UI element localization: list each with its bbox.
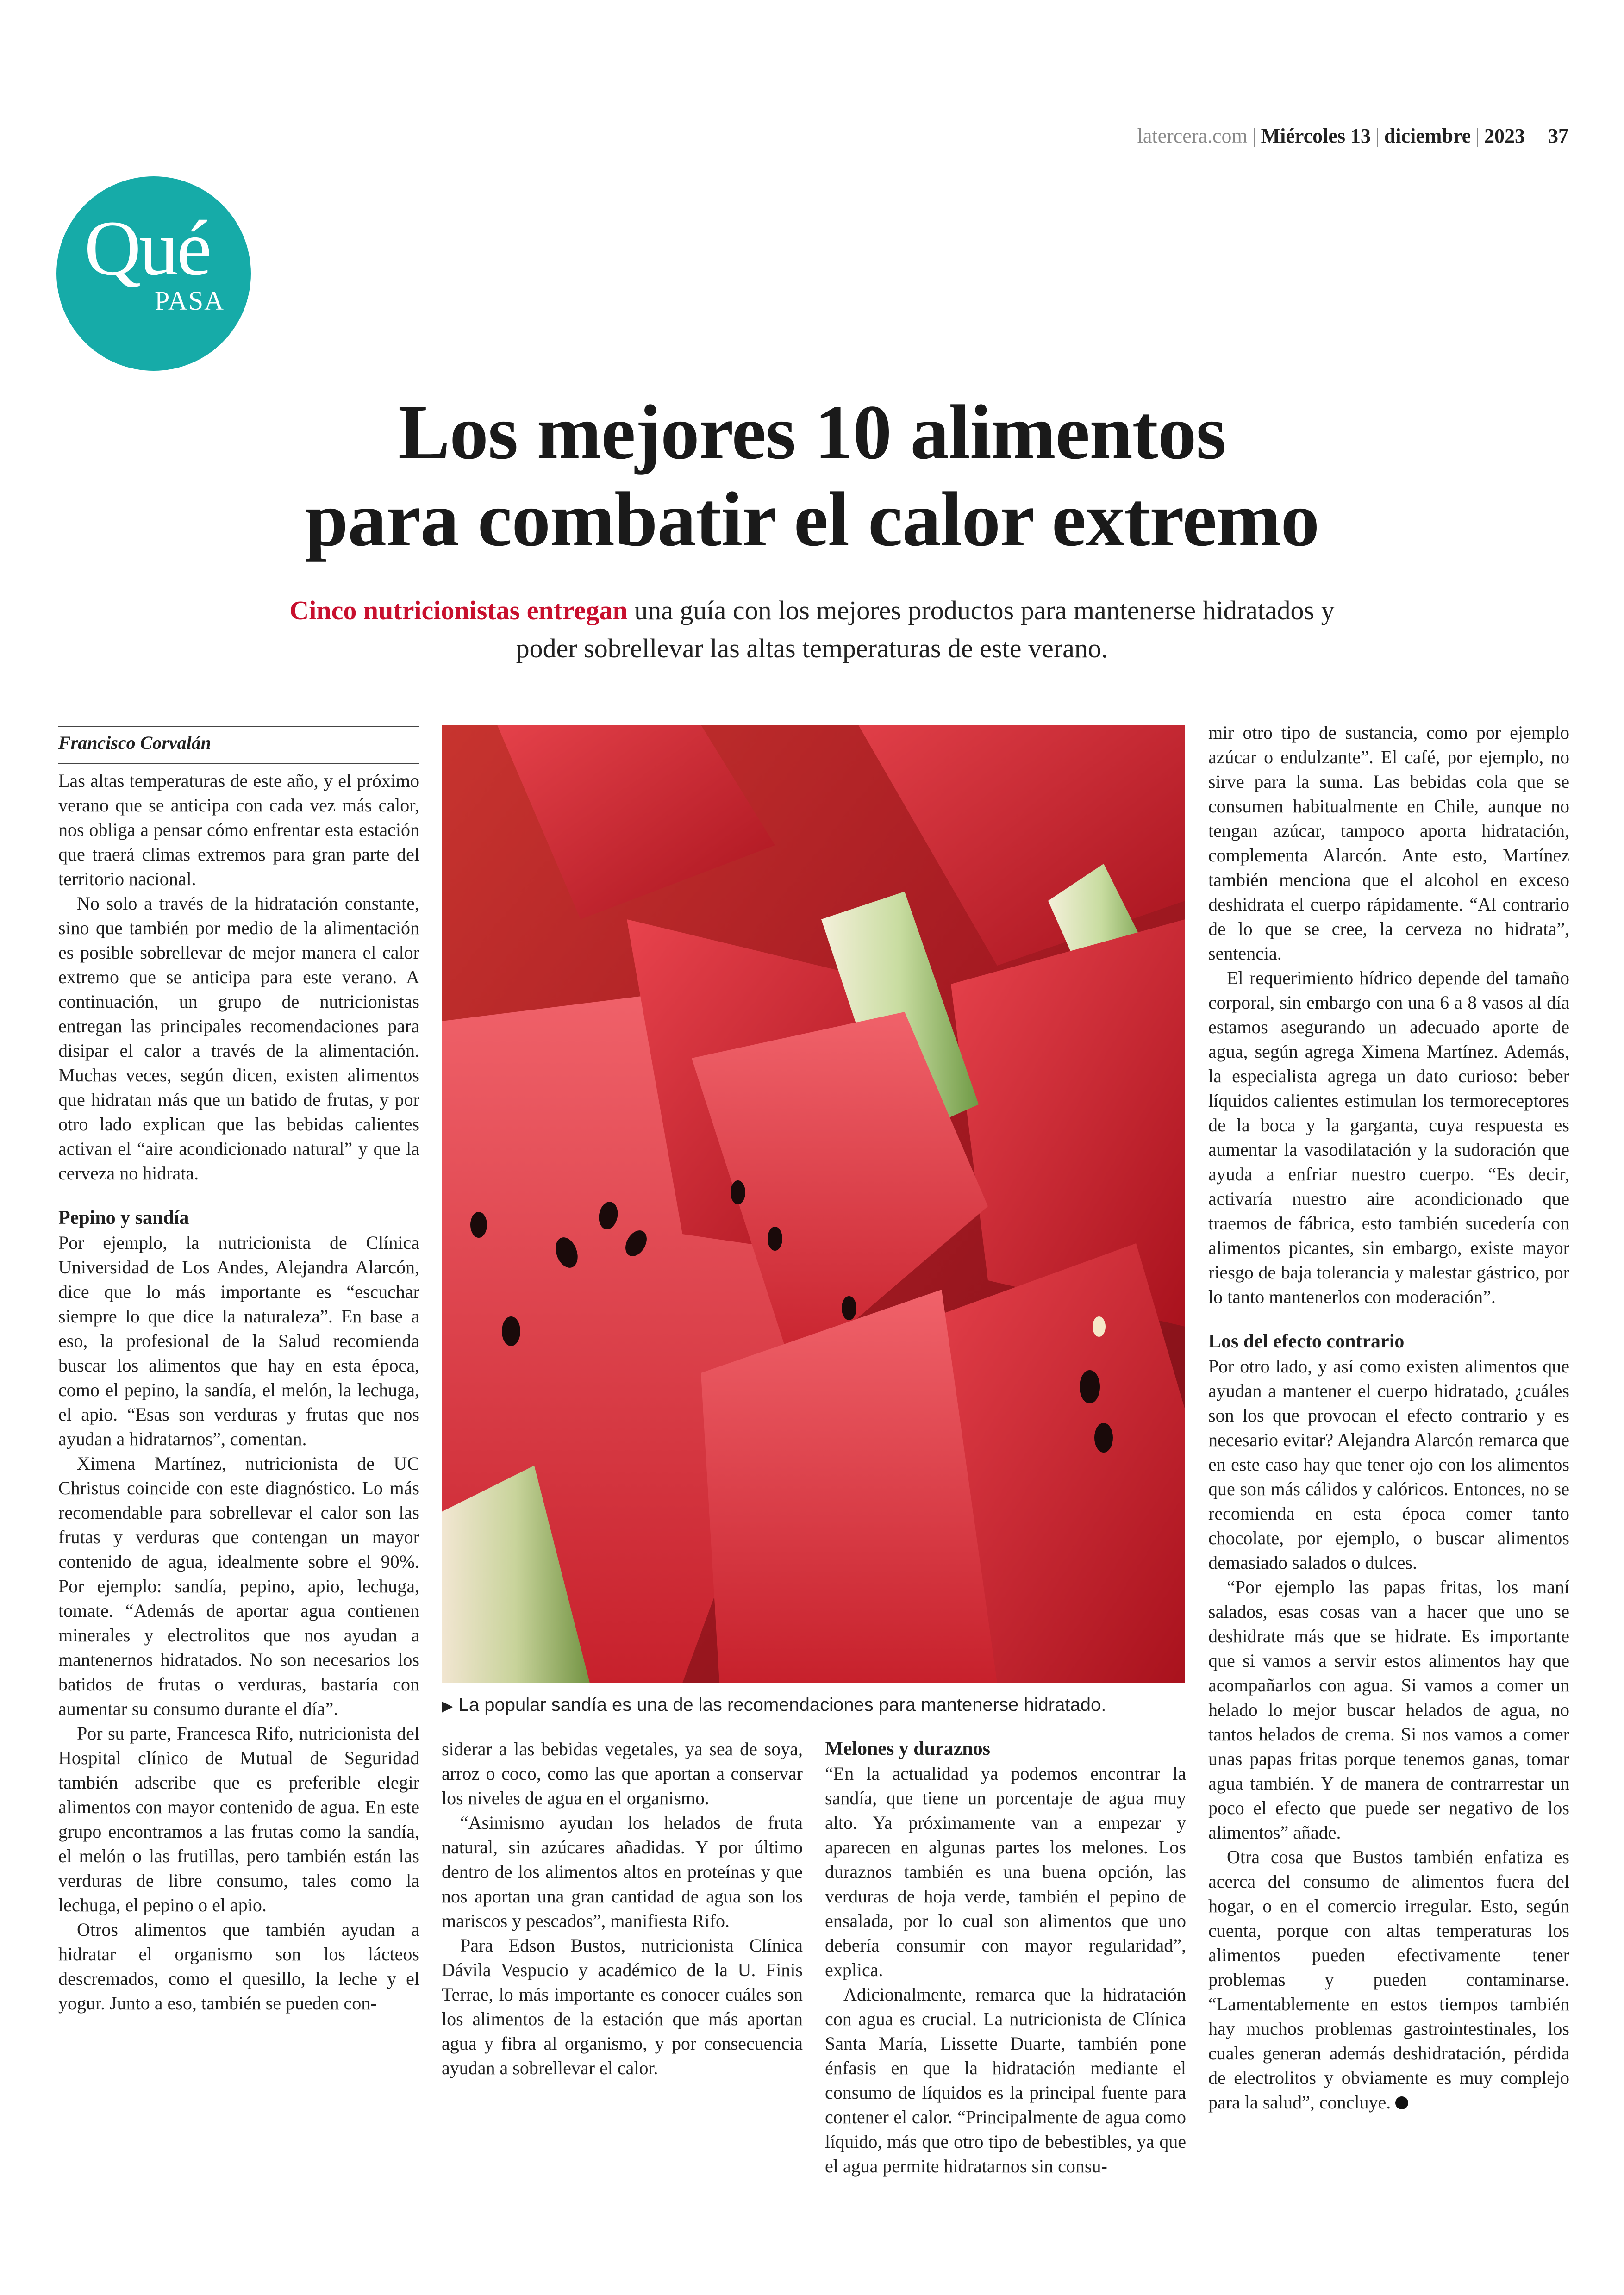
subheading: Pepino y sandía <box>58 1207 189 1229</box>
paragraph: Por otro lado, y así como existen alimentos que ayudan a mantener el cuerpo hidratado, ¿cuáles son los que provocan el efecto contrario y es necesario evitar? Alejandra Alarcón remarca que en este caso hay que tener ojo con los alimentos que son más cálidos y calóricos. Entonces, no se recomienda en esta época comer tanto chocolate, por ejemplo, o buscar alimentos demasiado salados o dulces. <box>1208 1356 1569 1573</box>
folio-line: latercera.com | Miércoles 13 | diciembre | 2023 37 <box>1137 125 1568 147</box>
paragraph: Por su parte, Francesca Rifo, nutricionista del Hospital clínico de Mutual de Seguridad también adscribe que es preferible elegir alimentos con mayor contenido de agua. En este grupo encontramos a las frutas como la sandía, el melón o las frutillas, pero también están las verduras de libre consumo, tales como la lechuga, el pepino o el apio. <box>58 1723 419 1915</box>
paragraph: No solo a través de la hidratación constante, sino que también por medio de la alimentación es posible sobrellevar de mejor manera el calor extremo que se anticipa para este verano. A continuación, un grupo de nutricionistas entregan las principales recomendaciones para disipar el calor a través de la alimentación. Muchas veces, según dicen, existen alimentos que hidratan más que un batido de frutas, y por otro lado explican que las bebidas calientes activan el “aire acondicionado natural” y que la cerveza no hidrata. <box>58 893 419 1184</box>
paragraph: Por ejemplo, la nutricionista de Clínica Universidad de Los Andes, Alejandra Alarcón, dice que lo más importante es “escuchar siempre lo que dice la naturaleza”. En base a eso, la profesional de la Salud recomienda buscar los alimentos que hay en esta época, como el pepino, la sandía, el melón, la lechuga, el apio. “Esas son verduras y frutas que nos ayudan a hidratarnos”, comentan. <box>58 1232 419 1449</box>
paragraph: “Asimismo ayudan los helados de fruta natural, sin azúcares añadidas. Y por último dentro de los alimentos altos en proteínas y que nos aportan una gran cantidad de agua son los mariscos y pescados”, manifiesta Rifo. <box>442 1812 803 1931</box>
paragraph: Otros alimentos que también ayudan a hidratar el organismo son los lácteos descremados, como el quesillo, la leche y el yogur. Junto a eso, también se pueden con- <box>58 1919 419 2014</box>
article-column-1 <box>58 768 419 2015</box>
paragraph: Las altas temperaturas de este año, y el próximo verano que se anticipa con cada vez más calor, nos obliga a pensar cómo enfrentar esta estación que traerá climas extremos para gran parte del territorio nacional. <box>58 770 419 889</box>
paragraph: “En la actualidad ya podemos encontrar la sandía, que tiene un porcentaje de agua muy alto. Ya próximamente van a empezar y aparecen en algunas partes los melones. Los duraznos también es una buena opción, las verduras de hoja verde, también el pepino de ensalada, por lo cual son alimentos que uno debería consumir con mayor regularidad”, explica. <box>825 1763 1186 1980</box>
site-name: latercera.com <box>1137 125 1248 147</box>
headline <box>139 389 1485 563</box>
section-badge-pasa: PASA <box>155 286 225 316</box>
headline-line-1: Los mejores 10 alimentos <box>398 389 1226 475</box>
subheading: Melones y duraznos <box>825 1738 990 1759</box>
issue-year: 2023 <box>1484 125 1525 147</box>
section-badge-que: Qué <box>84 205 210 292</box>
paragraph-text: Otra cosa que Bustos también enfatiza es acerca del consumo de alimentos fuera del hogar, o en el comercio irregular. Esto, según cuenta, porque con altas temperaturas los alimentos pueden efectivamente tener problemas y pueden contaminarse. “Lamentablemente en estos tiempos también hay muchos problemas gastrointestinales, los cuales generan además deshidratación, pérdida de electrolitos y obviamente es muy complejo para la salud”, concluye. <box>1208 1846 1569 2113</box>
paragraph: “Por ejemplo las papas fritas, los maní salados, esas cosas van a hacer que uno se deshidrate más que se hidrate. Es importante que si vamos a servir estos alimentos hay que acompañarlos con agua. Si vamos a comer un helado lo mejor buscar helados de agua, no tantos helados de crema. Si nos vamos a comer unas papas fritas porque tenemos ganas, tomar agua también. Y de manera de contrarrestar un poco el efecto que puede ser negativo de los alimentos” añade. <box>1208 1577 1569 1843</box>
section-badge-logo <box>56 176 251 371</box>
paragraph: El requerimiento hídrico depende del tamaño corporal, sin embargo con una 6 a 8 vasos al día estamos asegurando un adecuado aporte de agua, según agrega Ximena Martínez. Además, la especialista agrega un dato curioso: beber líquidos calientes estimulan los termoreceptores de la boca y la garganta, cuya respuesta es aumentar la vasodilatación y la sudoración que ayuda a enfriar nuestro cuerpo. “Es decir, activaría nuestro aire acondicionado que traemos de fábrica, esto también sucedería con alimentos picantes, sin embargo, existe mayor riesgo de baja tolerancia y malestar gástrico, por lo tanto mantenerlos con moderación”. <box>1208 967 1569 1307</box>
article-column-3 <box>825 1737 1186 2178</box>
paragraph: siderar a las bebidas vegetales, ya sea de soya, arroz o coco, como las que aportan a conservar los niveles de agua en el organismo. <box>442 1739 803 1809</box>
byline: Francisco Corvalán <box>58 726 419 764</box>
paragraph: Adicionalmente, remarca que la hidratación con agua es crucial. La nutricionista de Clínica Santa María, Lissette Duarte, también pone énfasis en que la hidratación mediante el consumo de líquidos es la principal fuente para contener el calor. “Principalmente de agua como líquido, más que otro tipo de bebestibles, ya que el agua permite hidratarnos sin consu- <box>825 1984 1186 2177</box>
photo-caption <box>442 1693 1185 1717</box>
issue-day: Miércoles 13 <box>1261 125 1371 147</box>
paragraph: Ximena Martínez, nutricionista de UC Christus coincide con este diagnóstico. Lo más recomendable para sobrellevar el calor son las frutas y verduras que contengan un mayor contenido de agua, idealmente sobre el 90%. Por ejemplo: sandía, pepino, apio, lechuga, tomate. “Además de aportar agua contienen minerales y electrolitos que nos ayudan a mantenernos hidratados. No son necesarios los batidos de frutas o verduras, bastaría con aumentar su consumo durante el día”. <box>58 1453 419 1719</box>
caption-text: La popular sandía es una de las recomendaciones para mantenerse hidratado. <box>458 1695 1106 1715</box>
page-number: 37 <box>1548 125 1568 147</box>
caption-triangle-icon: ▶ <box>442 1697 453 1714</box>
dek-rest: una guía con los mejores productos para mantenerse hidratados y poder sobrellevar las altas temperaturas de este verano. <box>516 595 1335 664</box>
article-column-4 <box>1208 720 1569 2114</box>
article-column-2 <box>442 1737 803 2080</box>
paragraph: Para Edson Bustos, nutricionista Clínica Dávila Vespucio y académico de la U. Finis Terrae, lo más importante es conocer cuáles son los alimentos de la estación que más aportan agua y fibra al organismo, y por consecuencia ayudan a sobrellevar el calor. <box>442 1935 803 2078</box>
watermelon-photo <box>442 725 1185 1683</box>
paragraph: mir otro tipo de sustancia, como por ejemplo azúcar o endulzante”. El café, por ejemplo, no sirve para la suma. Las bebidas cola que se consumen habitualmente en Chile, aunque no tengan azúcar, tampoco aporta hidratación, complementa Alarcón. Ante esto, Martínez también menciona que el alcohol en exceso deshidrata el cuerpo rápidamente. “Al contrario de lo que se cree, la cerveza no hidrata”, sentencia. <box>1208 722 1569 964</box>
dek <box>278 592 1346 668</box>
headline-line-2: para combatir el calor extremo <box>305 476 1319 563</box>
issue-month: diciembre <box>1384 125 1471 147</box>
subheading: Los del efecto contrario <box>1208 1331 1405 1352</box>
end-mark-icon <box>1395 2096 1408 2109</box>
paragraph <box>1208 1845 1569 2114</box>
dek-lead: Cinco nutricionistas entregan <box>289 595 628 625</box>
